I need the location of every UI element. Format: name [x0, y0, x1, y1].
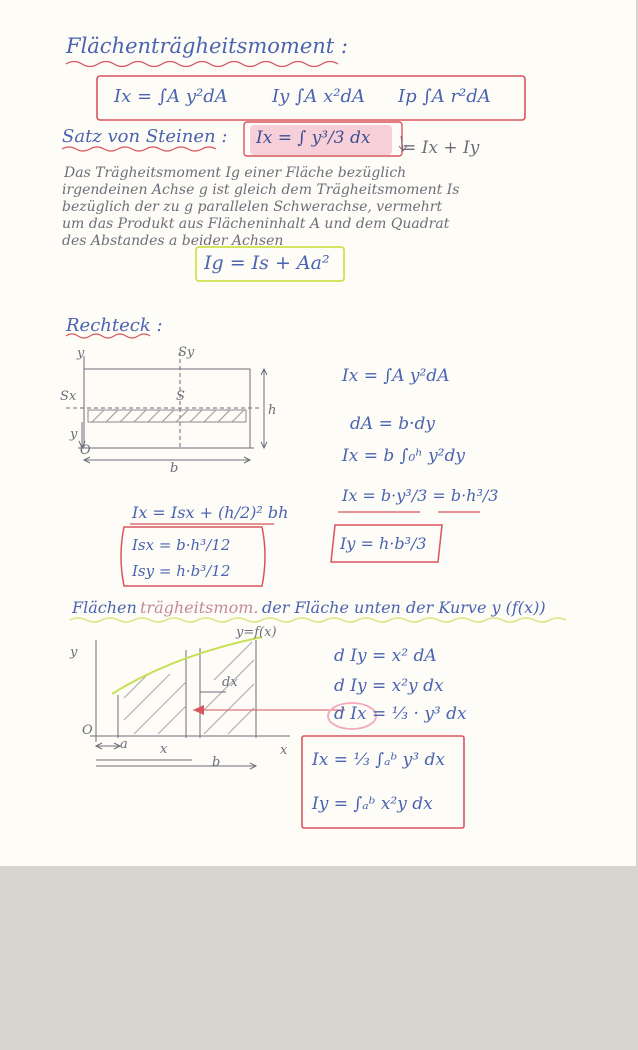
heading-curve-part-a: Flächen [72, 598, 137, 617]
rect-deriv-4: Ix = b·y³/3 = b·h³/3 [342, 486, 499, 505]
curve-label-a: a [120, 737, 128, 752]
paragraph-line-1: Das Trägheitsmoment Ig einer Fläche bezüglich [64, 165, 407, 181]
paragraph-line-5: des Abstandes a beider Achsen [62, 233, 284, 249]
rectangle-diagram [66, 352, 267, 463]
curve-label-x: x [160, 742, 168, 757]
rect-iy: Iy = h·b³/3 [340, 534, 427, 553]
rect-label-b: b [170, 461, 179, 476]
curve-label-axis: x [280, 743, 288, 758]
curve-label-y: y [70, 645, 78, 660]
rect-label-o: O [80, 443, 91, 458]
paragraph-line-2: irgendeinen Achse g ist gleich dem Trägheitsmoment Is [62, 182, 460, 198]
rect-deriv-1: Ix = ∫A y²dA [342, 366, 450, 386]
steiner-formula: Ix = ∫ y³/3 dx [256, 128, 371, 148]
formula-ip: Ip ∫A r²dA [398, 86, 491, 107]
curve-label-dx: dx [222, 675, 238, 690]
curve-label-b: b [212, 755, 221, 770]
rect-label-sy: Sy [178, 345, 195, 360]
heading-rechteck: Rechteck : [66, 315, 163, 336]
heading-curve-part-c: der Fläche unten der Kurve y (f(x)) [262, 598, 546, 617]
steiner-title: Satz von Steinen : [62, 126, 228, 147]
heading1-underline [66, 62, 338, 67]
steiner-equation: Ig = Is + Aa² [204, 252, 330, 274]
rect-label-sx: Sx [60, 389, 77, 404]
heading-curve-part-b: trägheitsmom. [140, 598, 259, 617]
heading3-underline [70, 618, 566, 622]
curve-deriv-3: d Ix = ⅓ · y³ dx [334, 704, 467, 724]
formula-ix: Ix = ∫A y²dA [114, 86, 228, 107]
paragraph-line-4: um das Produkt aus Flächeninhalt A und dem Quadrat [62, 216, 450, 232]
steiner-sum: = Ix + Iy [402, 138, 480, 158]
rect-isx: Isx = b·h³/12 [132, 536, 231, 554]
rect-label-y: y [77, 346, 85, 361]
curve-label-fx: y=f(x) [236, 625, 277, 640]
rect-deriv-3: Ix = b ∫₀ʰ y²dy [342, 446, 465, 466]
formula-iy: Iy ∫A x²dA [272, 86, 365, 107]
curve-deriv-1: d Iy = x² dA [334, 646, 437, 666]
curve-function [112, 637, 262, 694]
rect-isy: Isy = h·b³/12 [132, 562, 231, 580]
rect-label-h: h [268, 403, 277, 418]
paragraph-line-3: bezüglich der zu g parallelen Schwerachse, vermehrt [62, 199, 443, 215]
curve-deriv-2: d Iy = x²y dx [334, 676, 444, 696]
curve-result-iy: Iy = ∫ₐᵇ x²y dx [312, 794, 433, 814]
strip-pointer-arrow [193, 705, 204, 715]
rect-deriv-2: dA = b·dy [350, 414, 435, 434]
curve-result-ix: Ix = ⅓ ∫ₐᵇ y³ dx [312, 750, 445, 770]
rect-label-y-small: y [70, 427, 78, 442]
rect-shift-formula: Ix = Isx + (h/2)² bh [132, 503, 289, 522]
heading-flaechentraegheitsmoment: Flächenträgheitsmoment : [66, 34, 348, 58]
steiner-underline [62, 147, 216, 151]
rect-label-s: S [176, 389, 185, 404]
curve-label-o: O [82, 723, 93, 738]
